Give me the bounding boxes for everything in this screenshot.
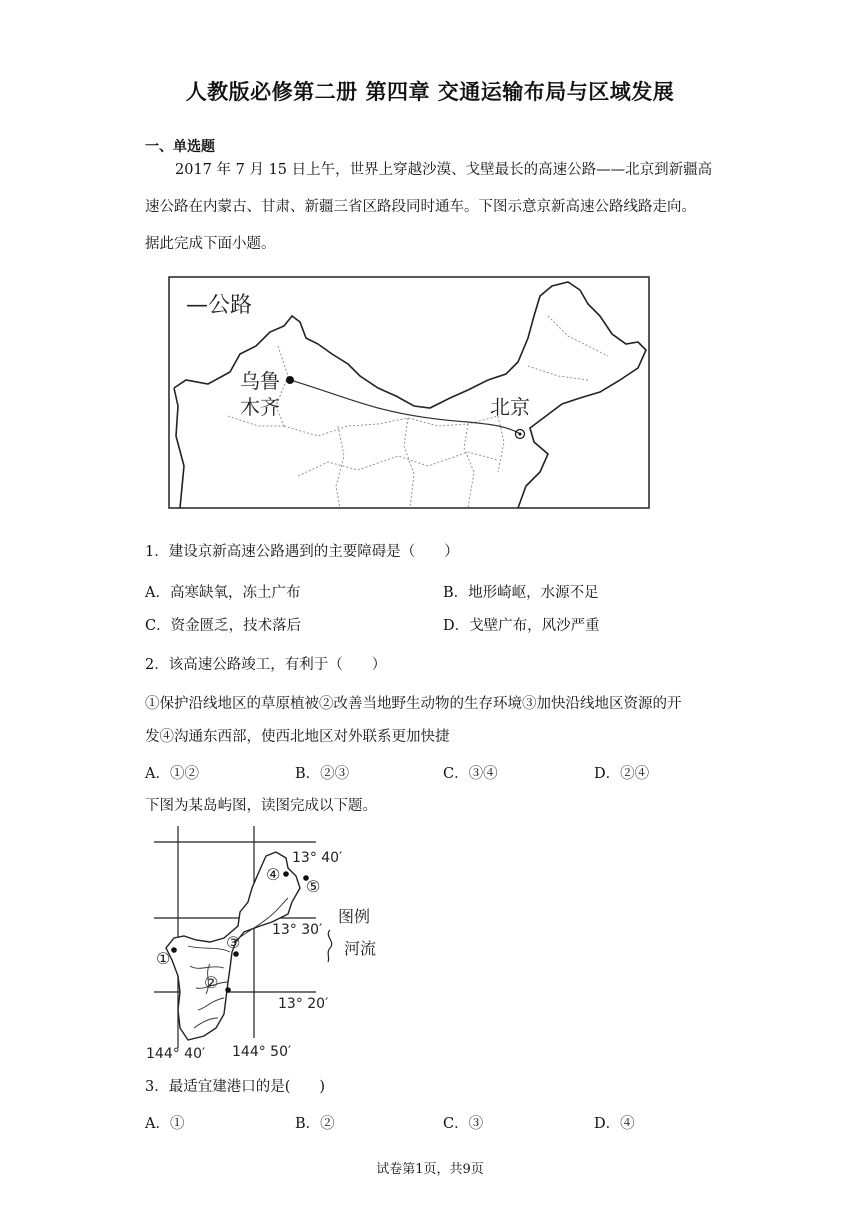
q1-option-c[interactable]: C．资金匮乏，技术落后 bbox=[145, 618, 302, 634]
lat-label-1: 13° 40′ bbox=[292, 850, 343, 866]
island-map bbox=[140, 822, 400, 1064]
point-2-dot bbox=[225, 987, 231, 993]
urumqi-label-1: 乌鲁 bbox=[240, 369, 280, 393]
legend-title: 图例 bbox=[338, 907, 371, 926]
question-3-stem: 3．最适宜建港口的是( ) bbox=[145, 1079, 326, 1095]
lon-label-2: 144° 50′ bbox=[232, 1044, 292, 1060]
q2-line2: 发④沟通东西部，使西北地区对外联系更加快捷 bbox=[145, 729, 450, 745]
q2-option-a[interactable]: A．①② bbox=[145, 766, 199, 782]
intro1-line3: 据此完成下面小题。 bbox=[145, 236, 276, 252]
urumqi-dot bbox=[286, 376, 294, 384]
page-footer: 试卷第1页，共9页 bbox=[376, 1162, 484, 1177]
highway-map bbox=[168, 276, 650, 509]
marker-3: ③ bbox=[226, 933, 241, 952]
q3-option-a[interactable]: A．① bbox=[145, 1116, 185, 1132]
page-title: 人教版必修第二册 第四章 交通运输布局与区域发展 bbox=[185, 80, 675, 104]
q3-option-d[interactable]: D．④ bbox=[594, 1116, 635, 1132]
question-1-stem: 1．建设京新高速公路遇到的主要障碍是（ ） bbox=[145, 544, 459, 560]
river-legend-icon bbox=[328, 930, 332, 962]
intro-paragraph-1 bbox=[145, 152, 720, 263]
point-4-dot bbox=[283, 871, 289, 877]
q1-option-d[interactable]: D．戈壁广布，风沙严重 bbox=[443, 618, 600, 634]
q3-option-b[interactable]: B．② bbox=[295, 1116, 335, 1132]
intro1-line2: 速公路在内蒙古、甘肃、新疆三省区路段同时通车。下图示意京新高速公路线路走向。 bbox=[145, 199, 696, 215]
marker-5: ⑤ bbox=[306, 877, 321, 896]
q3-option-c[interactable]: C．③ bbox=[443, 1116, 484, 1132]
q1-option-a[interactable]: A．高寒缺氧，冻土广布 bbox=[145, 585, 301, 601]
legend-river-label: 河流 bbox=[344, 939, 377, 958]
q2-line1: ①保护沿线地区的草原植被②改善当地野生动物的生存环境③加快沿线地区资源的开 bbox=[145, 696, 682, 712]
lat-label-3: 13° 20′ bbox=[278, 996, 329, 1012]
lon-label-1: 144° 40′ bbox=[146, 1046, 206, 1062]
intro1-line1: 2017 年 7 月 15 日上午，世界上穿越沙漠、戈壁最长的高速公路——北京到新疆高 bbox=[175, 162, 713, 178]
beijing-label: 北京 bbox=[490, 395, 530, 419]
lat-label-2: 13° 30′ bbox=[272, 922, 323, 938]
question-2-stem: 2．该高速公路竣工，有利于（ ） bbox=[145, 657, 387, 673]
point-3-dot bbox=[233, 951, 239, 957]
point-1-dot bbox=[171, 947, 177, 953]
urumqi-label-2: 木齐 bbox=[240, 395, 280, 419]
marker-4: ④ bbox=[266, 865, 281, 884]
q2-option-d[interactable]: D．②④ bbox=[594, 766, 650, 782]
intro-paragraph-2: 下图为某岛屿图，读图完成以下题。 bbox=[145, 798, 377, 814]
q1-option-b[interactable]: B．地形崎岖，水源不足 bbox=[443, 585, 599, 601]
marker-2: ② bbox=[204, 973, 219, 992]
q2-option-c[interactable]: C．③④ bbox=[443, 766, 498, 782]
q2-option-b[interactable]: B．②③ bbox=[295, 766, 350, 782]
section-heading: 一、单选题 bbox=[145, 139, 215, 155]
map1-legend: —公路 bbox=[186, 293, 253, 318]
marker-1: ① bbox=[156, 949, 171, 968]
